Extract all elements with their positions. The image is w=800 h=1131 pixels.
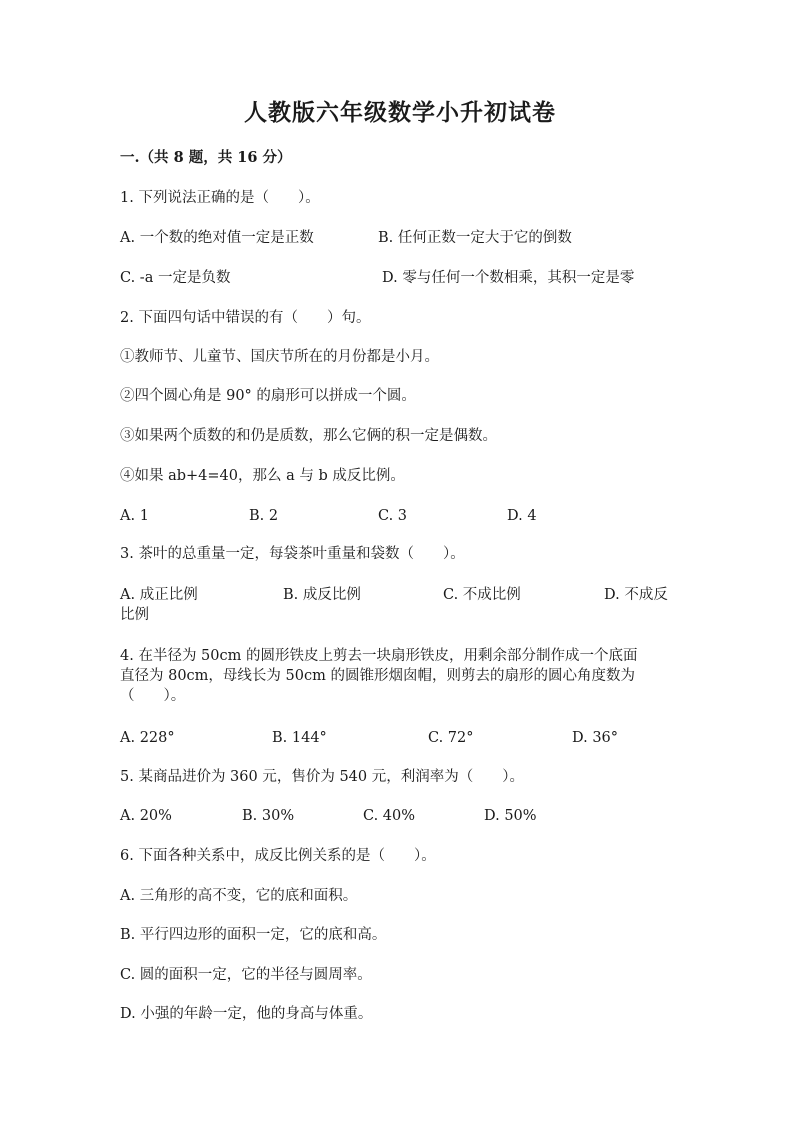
- question-1-option-a: A. 一个数的绝对值一定是正数: [120, 230, 314, 246]
- question-2-statement-3: ③如果两个质数的和仍是质数，那么它俩的积一定是偶数。: [120, 428, 497, 444]
- question-1-option-b: B. 任何正数一定大于它的倒数: [378, 230, 572, 246]
- question-5-option-c: C. 40%: [363, 808, 416, 824]
- question-2-option-c: C. 3: [378, 508, 408, 524]
- question-1-stem: 1. 下列说法正确的是（ ）。: [120, 190, 320, 206]
- question-3-option-b: B. 成反比例: [283, 587, 361, 603]
- question-4-option-a: A. 228°: [120, 730, 175, 746]
- question-2-statement-4: ④如果 ab+4=40，那么 a 与 b 成反比例。: [120, 468, 405, 484]
- section-heading: 一.（共 8 题，共 16 分）: [120, 149, 292, 166]
- question-1-option-c: C. -a 一定是负数: [120, 270, 231, 286]
- question-6-stem: 6. 下面各种关系中，成反比例关系的是（ ）。: [120, 848, 436, 864]
- question-3-option-d: D. 不成反: [604, 587, 668, 603]
- question-2-option-b: B. 2: [249, 508, 279, 524]
- question-3-option-c: C. 不成比例: [443, 587, 521, 603]
- question-4-stem-line-1: 4. 在半径为 50cm 的圆形铁皮上剪去一块扇形铁皮，用剩余部分制作成一个底面: [120, 648, 638, 664]
- question-5-option-d: D. 50%: [484, 808, 537, 824]
- question-4-option-d: D. 36°: [572, 730, 619, 746]
- question-2-statement-2: ②四个圆心角是 90° 的扇形可以拼成一个圆。: [120, 388, 416, 404]
- question-6-option-d: D. 小强的年龄一定，他的身高与体重。: [120, 1006, 373, 1022]
- question-6-option-c: C. 圆的面积一定，它的半径与圆周率。: [120, 967, 372, 983]
- question-3-option-d-wrap: 比例: [120, 607, 149, 623]
- question-5-option-a: A. 20%: [120, 808, 172, 824]
- question-3-option-a: A. 成正比例: [120, 587, 198, 603]
- question-4-stem-line-3: （ ）。: [120, 688, 186, 704]
- question-5-stem: 5. 某商品进价为 360 元，售价为 540 元，利润率为（ ）。: [120, 769, 524, 785]
- question-2-option-a: A. 1: [120, 508, 149, 524]
- question-2-option-d: D. 4: [507, 508, 537, 524]
- question-4-option-b: B. 144°: [272, 730, 327, 746]
- question-2-stem: 2. 下面四句话中错误的有（ ）句。: [120, 310, 371, 326]
- question-4-stem-line-2: 直径为 80cm，母线长为 50cm 的圆锥形烟囱帽，则剪去的扇形的圆心角度数为: [120, 668, 635, 684]
- question-4-option-c: C. 72°: [428, 730, 474, 746]
- question-6-option-a: A. 三角形的高不变，它的底和面积。: [120, 888, 358, 904]
- question-1-option-d: D. 零与任何一个数相乘，其积一定是零: [382, 270, 635, 286]
- question-5-option-b: B. 30%: [242, 808, 295, 824]
- question-2-statement-1: ①教师节、儿童节、国庆节所在的月份都是小月。: [120, 349, 439, 365]
- question-6-option-b: B. 平行四边形的面积一定，它的底和高。: [120, 927, 387, 943]
- question-3-stem: 3. 茶叶的总重量一定，每袋茶叶重量和袋数（ ）。: [120, 546, 465, 562]
- exam-title: 人教版六年级数学小升初试卷: [244, 99, 556, 126]
